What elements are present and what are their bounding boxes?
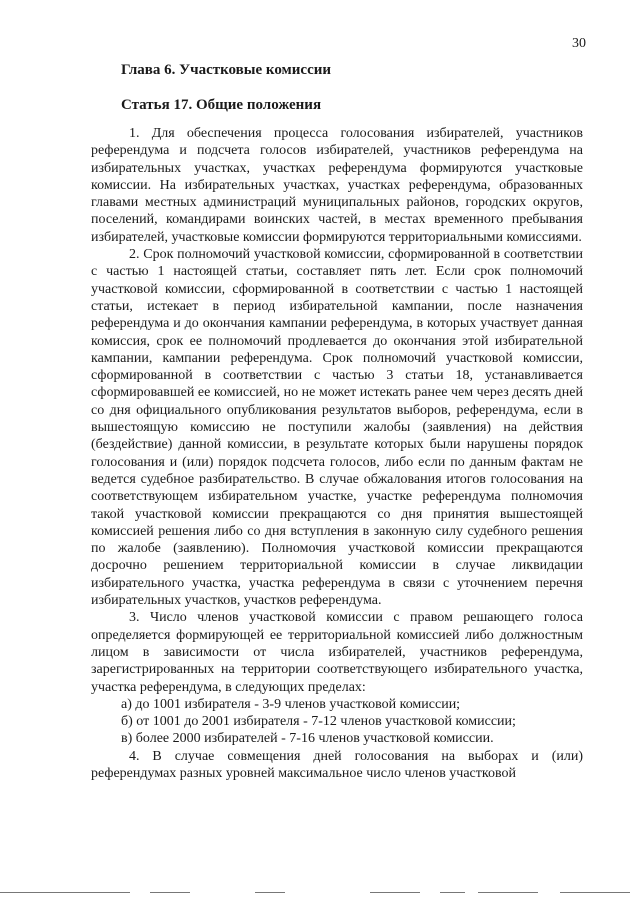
scan-edge-marks [0,892,640,898]
paragraph-4: 4. В случае совмещения дней голосования на выборах и (или) референдумах разных уровней максимальное число членов участковой [91,748,583,781]
article-body [91,125,583,782]
chapter-title: Глава 6. Участковые комиссии [121,62,332,78]
list-item: а) до 1001 избирателя - 3-9 членов участковой комиссии; [121,696,461,712]
paragraph-3: 3. Число членов участковой комиссии с правом решающего голоса определяется формирующей ее территориальной комиссией либо должностным лицом в зависимости от числа избирателей, участников референдума, зарегистрированных на территории соответствующего избирательного участка, участка референдума, в следующих пределах: [91,610,583,695]
paragraph-2: 2. Срок полномочий участковой комиссии, сформированной в соответствии с частью 1 настоящей статьи, составляет пять лет. Если срок полномочий участковой комиссии, сформированной в соответствии с частью 1 настоящей статьи, истекает в период избирательной кампании, после назначения референдума и до окончания кампании референдума, в которых участвует данная комиссия, срок ее полномочий продлевается до окончания этой избирательной кампании, кампании референдума. Срок полномочий участковой комиссии, сформированной в соответствии с частью 3 статьи 18, устанавливается сформировавшей ее комиссией, но не может истекать ранее чем через десять дней со дня официального опубликования результатов выборов, референдума, если в вышестоящую комиссию не поступили жалобы (заявления) на действия (бездействие) данной комиссии, в результате которых были нарушены порядок голосования и (или) порядок подсчета голосов, либо если по данным фактам не ведется судебное разбирательство. В случае обжалования итогов голосования на соответствующем избирательном участке, участке референдума полномочия такой участковой комиссии прекращаются со дня принятия вышестоящей комиссией решения либо со дня вступления в законную силу судебного решения по жалобе (заявлению). Полномочия участковой комиссии прекращаются досрочно решением территориальной комиссии в случае ликвидации избирательного участка, участка референдума в связи с уточнением перечня избирательных участков, участков референдума. [91,247,583,609]
list-item: в) более 2000 избирателей - 7-16 членов участковой комиссии. [121,731,494,747]
member-limits-list [91,696,583,748]
page-number: 30 [572,36,586,51]
article-title: Статья 17. Общие положения [121,97,322,113]
list-item: б) от 1001 до 2001 избирателя - 7-12 членов участковой комиссии; [121,714,516,730]
paragraph-1: 1. Для обеспечения процесса голосования избирателей, участников референдума и подсчета голосов избирателей, участников референдума на избирательных участках, участках референдума формируются участковые комиссии. На избирательных участках, участках референдума, образованных главами местных администраций муниципальных районов, городских округов, поселений, командирами воинских частей, в местах временного пребывания избирателей, участковые комиссии формируются территориальными комиссиями. [91,126,583,245]
